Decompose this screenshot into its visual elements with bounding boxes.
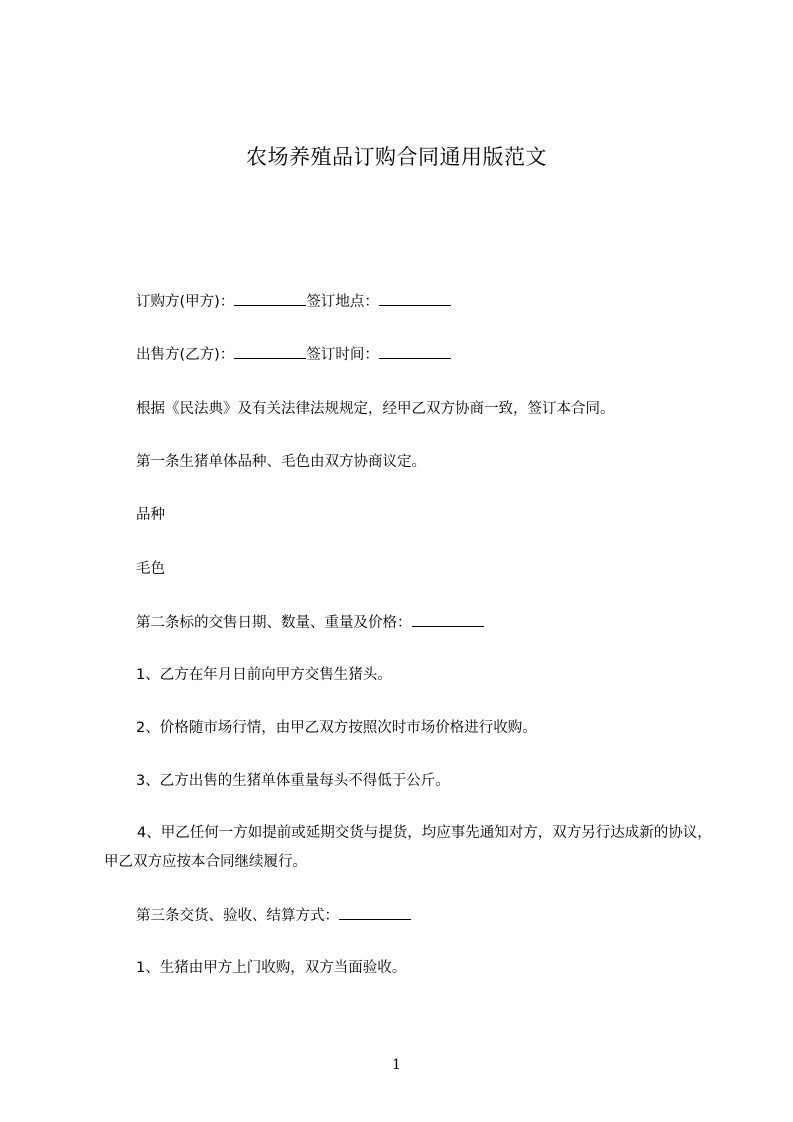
sign-time-blank (379, 344, 451, 359)
article-3 (136, 905, 411, 926)
article-2 (136, 612, 484, 633)
seller-label: 出售方(乙方)： (136, 347, 235, 363)
buyer-blank (234, 291, 306, 306)
variety-line: 品种 (136, 507, 165, 523)
item-3: 3、乙方出售的生猪单体重量每头不得低于公斤。 (136, 773, 450, 789)
sign-place-label: 签订地点： (306, 294, 379, 310)
intro-paragraph: 根据《民法典》及有关法律法规规定，经甲乙双方协商一致，签订本合同。 (136, 401, 615, 417)
item-1: 1、乙方在年月日前向甲方交售生猪头。 (136, 667, 392, 683)
article-3-label: 第三条交货、验收、结算方式： (136, 908, 339, 924)
sign-place-blank (379, 291, 451, 306)
article-2-blank (412, 612, 484, 627)
buyer-line (136, 291, 451, 312)
item-5: 1、生猪由甲方上门收购，双方当面验收。 (136, 960, 407, 976)
buyer-label: 订购方(甲方)： (136, 294, 235, 310)
coat-color-line: 毛色 (136, 561, 165, 577)
article-1: 第一条生猪单体品种、毛色由双方协商议定。 (136, 454, 426, 470)
article-2-label: 第二条标的交售日期、数量、重量及价格： (136, 615, 412, 631)
item-2: 2、价格随市场行情，由甲乙双方按照次时市场价格进行收购。 (136, 720, 537, 736)
page-number: 1 (392, 1057, 401, 1073)
sign-time-label: 签订时间： (306, 347, 379, 363)
seller-blank (234, 344, 306, 359)
item-4: 4、甲乙任何一方如提前或延期交货与提货，均应事先通知对方，双方另行达成新的协议，甲乙双方应按本合同继续履行。 (104, 825, 712, 870)
article-3-blank (339, 905, 411, 920)
seller-line (136, 344, 451, 365)
document-title: 农场养殖品订购合同通用版范文 (246, 145, 547, 169)
